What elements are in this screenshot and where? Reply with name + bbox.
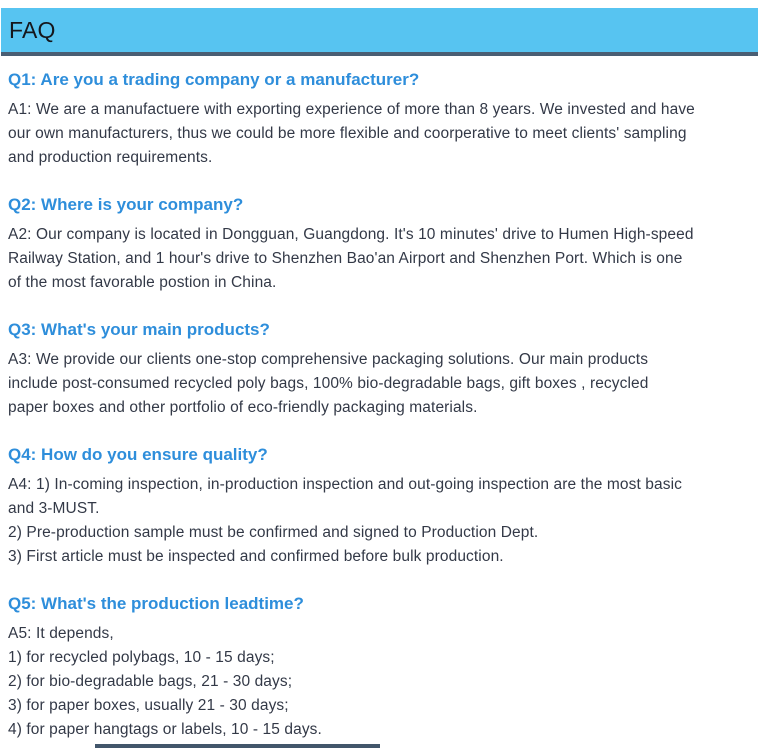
faq-answer-line: A4: 1) In-coming inspection, in-production inspection and out-going inspection are the most basic [8, 476, 682, 493]
faq-answer [8, 98, 755, 170]
faq-item [8, 70, 755, 170]
faq-question: Q4: How do you ensure quality? [8, 445, 268, 464]
faq-item [8, 445, 755, 569]
faq-answer-line: 4) for paper hangtags or labels, 10 - 15 days. [8, 721, 322, 738]
faq-question: Q1: Are you a trading company or a manufacturer? [8, 70, 420, 89]
faq-answer [8, 622, 755, 742]
faq-answer-line: paper boxes and other portfolio of eco-friendly packaging materials. [8, 399, 478, 416]
faq-answer-line: A1: We are a manufactuere with exporting experience of more than 8 years. We invested and have [8, 101, 695, 118]
faq-answer-line: A2: Our company is located in Dongguan, Guangdong. It's 10 minutes' drive to Humen High-speed [8, 226, 694, 243]
faq-question: Q2: Where is your company? [8, 195, 244, 214]
faq-answer-line: A5: It depends, [8, 625, 114, 642]
faq-question: Q3: What's your main products? [8, 320, 270, 339]
faq-answer-line: and 3-MUST. [8, 500, 100, 517]
faq-answer-line: 3) for paper boxes, usually 21 - 30 days; [8, 697, 289, 714]
faq-answer-line: 3) First article must be inspected and confirmed before bulk production. [8, 548, 504, 565]
faq-list [0, 70, 765, 742]
faq-item [8, 320, 755, 420]
faq-answer-line: 1) for recycled polybags, 10 - 15 days; [8, 649, 275, 666]
faq-item [8, 594, 755, 742]
faq-answer-line: 2) for bio-degradable bags, 21 - 30 days; [8, 673, 293, 690]
faq-answer-line: our own manufacturers, thus we could be more flexible and coorperative to meet clients' sampling [8, 125, 687, 142]
faq-answer-line: include post-consumed recycled poly bags, 100% bio-degradable bags, gift boxes , recycled [8, 375, 649, 392]
faq-answer-line: 2) Pre-production sample must be confirmed and signed to Production Dept. [8, 524, 539, 541]
faq-answer-line: A3: We provide our clients one-stop comprehensive packaging solutions. Our main products [8, 351, 649, 368]
faq-answer-line: Railway Station, and 1 hour's drive to Shenzhen Bao'an Airport and Shenzhen Port. Which is one [8, 250, 683, 267]
faq-title: FAQ [9, 16, 56, 43]
faq-answer [8, 223, 755, 295]
faq-question: Q5: What's the production leadtime? [8, 594, 304, 613]
faq-answer-line: and production requirements. [8, 149, 213, 166]
faq-answer [8, 473, 755, 569]
faq-answer [8, 348, 755, 420]
faq-section-header [1, 8, 758, 56]
faq-item [8, 195, 755, 295]
faq-answer-line: of the most favorable postion in China. [8, 274, 277, 291]
next-section-partial-bar [95, 744, 380, 748]
